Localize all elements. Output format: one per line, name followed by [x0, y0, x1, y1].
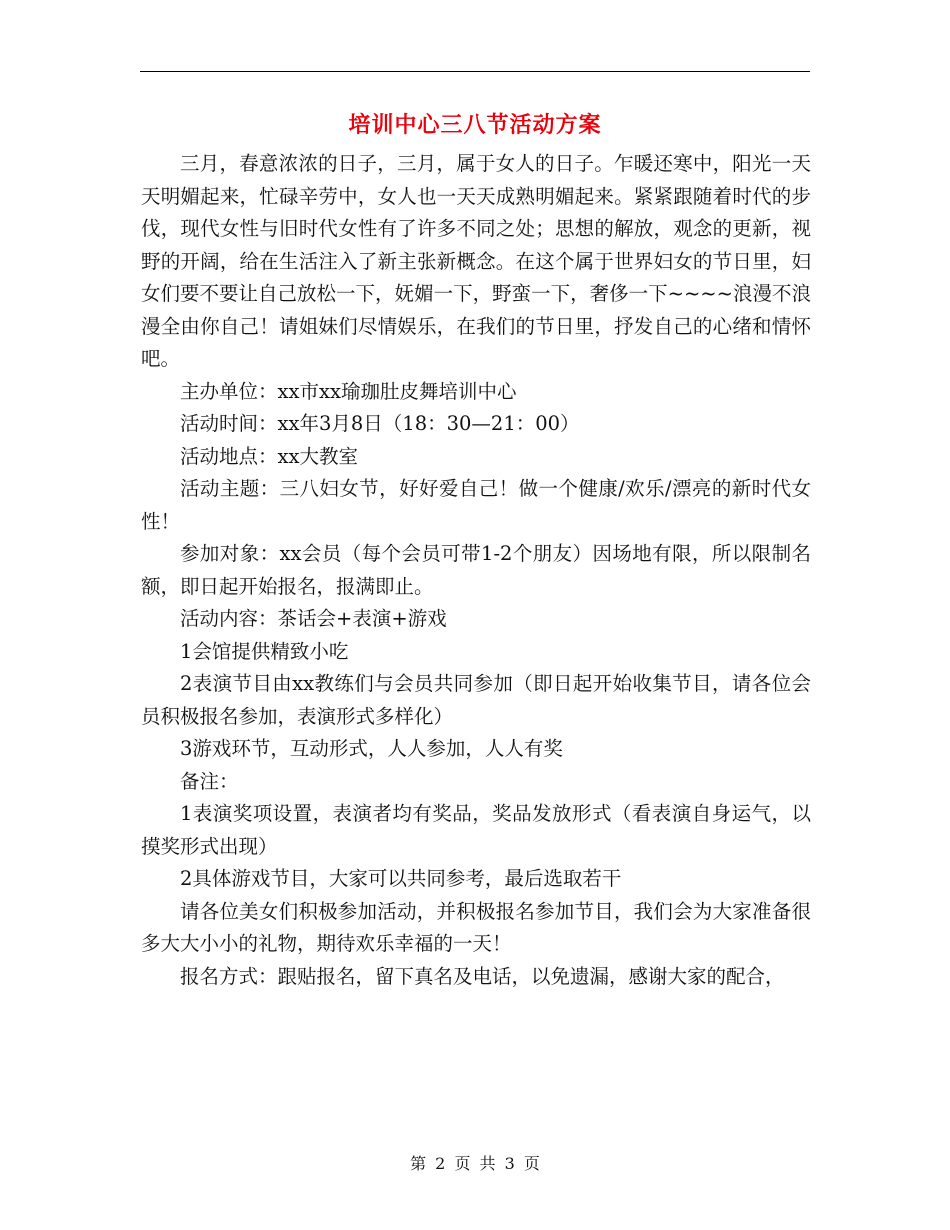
paragraph-participants: 参加对象：xx会员（每个会员可带1-2个朋友）因场地有限，所以限制名额，即日起开始报名，报满即止。	[141, 542, 811, 598]
paragraph-notes-heading: 备注：	[180, 769, 239, 793]
paragraph-theme: 活动主题：三八妇女节，好好爱自己！做一个健康/欢乐/漂亮的新时代女性！	[141, 477, 811, 533]
paragraph-time: 活动时间：xx年3月8日（18：30—21：00）	[180, 412, 580, 435]
paragraph-location: 活动地点：xx大教室	[180, 444, 358, 468]
paragraph-intro: 三月，春意浓浓的日子，三月，属于女人的日子。乍暖还寒中，阳光一天天明媚起来，忙碌辛劳中，女人也一天天成熟明媚起来。紧紧跟随着时代的步伐，现代女性与旧时代女性有了许多不同之处；思想的解放，观念的更新，视野的开阔，给在生活注入了新主张新概念。在这个属于世界妇女的节日里，妇女们要不要让自己放松一下，妩媚一下，野蛮一下，奢侈一下~~~~浪漫不浪漫全由你自己！请姐妹们尽情娱乐，在我们的节日里，抒发自己的心绪和情怀吧。	[141, 152, 811, 370]
paragraph-content: 活动内容：茶话会+表演+游戏	[180, 607, 447, 630]
paragraph-organizer: 主办单位：xx市xx瑜珈肚皮舞培训中心	[180, 379, 517, 403]
header-rule	[140, 71, 810, 72]
paragraph-invitation: 请各位美女们积极参加活动，并积极报名参加节目，我们会为大家准备很多大大小小的礼物，期待欢乐幸福的一天！	[141, 899, 811, 955]
list-item: 2具体游戏节目，大家可以共同参考，最后选取若干	[180, 867, 622, 890]
list-item: 3游戏环节，互动形式，人人参加，人人有奖	[180, 737, 563, 760]
list-item: 2表演节目由xx教练们与会员共同参加（即日起开始收集节目，请各位会员积极报名参加，表演形式多样化）	[141, 672, 811, 728]
paragraph-signup: 报名方式：跟贴报名，留下真名及电话，以免遗漏，感谢大家的配合，	[180, 964, 785, 988]
page-number: 第 2 页 共 3 页	[410, 1154, 540, 1173]
list-item: 1表演奖项设置，表演者均有奖品，奖品发放形式（看表演自身运气，以摸奖形式出现）	[141, 802, 811, 858]
document-title: 培训中心三八节活动方案	[348, 113, 602, 138]
document-body	[141, 148, 811, 993]
list-item: 1会馆提供精致小吃	[180, 639, 349, 663]
